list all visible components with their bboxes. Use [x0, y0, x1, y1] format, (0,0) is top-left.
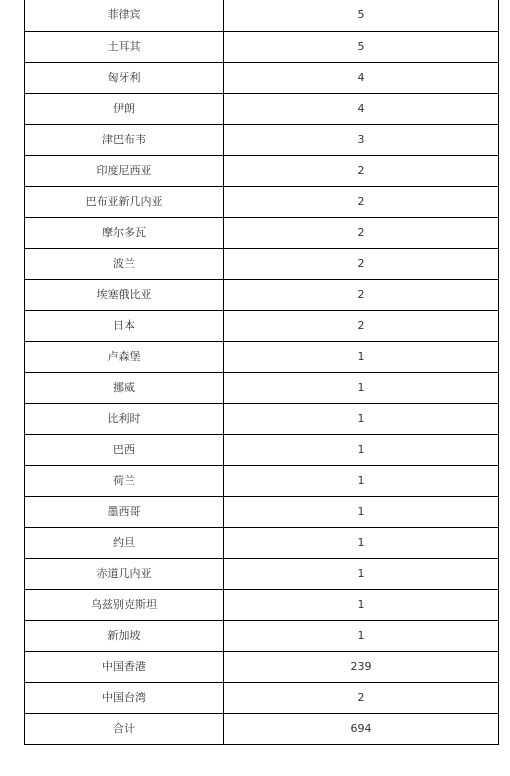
table-row: [25, 527, 499, 558]
count-cell: 1: [224, 620, 499, 651]
count-cell: 2: [224, 279, 499, 310]
table-row: [25, 434, 499, 465]
country-count-table: [24, 0, 499, 745]
count-cell: 1: [224, 589, 499, 620]
table-row: [25, 651, 499, 682]
table-row: [25, 62, 499, 93]
table-row: [25, 155, 499, 186]
table-row: [25, 0, 499, 31]
country-cell: 巴布亚新几内亚: [25, 186, 224, 217]
country-cell: 日本: [25, 310, 224, 341]
table-row: [25, 589, 499, 620]
country-cell: 匈牙利: [25, 62, 224, 93]
count-cell: 1: [224, 341, 499, 372]
country-cell: 比利时: [25, 403, 224, 434]
table-row: [25, 279, 499, 310]
table-row: [25, 496, 499, 527]
country-cell: 卢森堡: [25, 341, 224, 372]
table-row: [25, 682, 499, 713]
total-count-cell: 694: [224, 713, 499, 744]
table-row: [25, 465, 499, 496]
table-row: [25, 31, 499, 62]
count-cell: 2: [224, 310, 499, 341]
country-cell: 中国香港: [25, 651, 224, 682]
country-cell: 新加坡: [25, 620, 224, 651]
count-cell: 2: [224, 186, 499, 217]
count-cell: 2: [224, 682, 499, 713]
table-row: [25, 186, 499, 217]
count-cell: 3: [224, 124, 499, 155]
count-cell: 2: [224, 248, 499, 279]
count-cell: 4: [224, 62, 499, 93]
count-cell: 1: [224, 434, 499, 465]
count-cell: 5: [224, 31, 499, 62]
count-cell: 1: [224, 372, 499, 403]
table-row: [25, 93, 499, 124]
count-cell: 4: [224, 93, 499, 124]
count-cell: 1: [224, 558, 499, 589]
count-cell: 1: [224, 403, 499, 434]
total-label-cell: 合计: [25, 713, 224, 744]
table-row: [25, 217, 499, 248]
table-row: [25, 341, 499, 372]
country-cell: 挪威: [25, 372, 224, 403]
country-cell: 巴西: [25, 434, 224, 465]
count-cell: 2: [224, 217, 499, 248]
count-cell: 1: [224, 527, 499, 558]
country-cell: 乌兹别克斯坦: [25, 589, 224, 620]
table-body: [25, 0, 499, 744]
country-cell: 菲律宾: [25, 0, 224, 31]
count-cell: 5: [224, 0, 499, 31]
country-cell: 土耳其: [25, 31, 224, 62]
country-cell: 津巴布韦: [25, 124, 224, 155]
table-row: [25, 248, 499, 279]
country-cell: 埃塞俄比亚: [25, 279, 224, 310]
table-row: [25, 310, 499, 341]
country-cell: 波兰: [25, 248, 224, 279]
data-table-container: [24, 0, 498, 745]
count-cell: 1: [224, 496, 499, 527]
country-cell: 荷兰: [25, 465, 224, 496]
count-cell: 2: [224, 155, 499, 186]
table-row: [25, 403, 499, 434]
country-cell: 印度尼西亚: [25, 155, 224, 186]
count-cell: 1: [224, 465, 499, 496]
country-cell: 中国台湾: [25, 682, 224, 713]
country-cell: 墨西哥: [25, 496, 224, 527]
country-cell: 赤道几内亚: [25, 558, 224, 589]
total-row: [25, 713, 499, 744]
table-row: [25, 372, 499, 403]
table-row: [25, 124, 499, 155]
country-cell: 约旦: [25, 527, 224, 558]
table-row: [25, 620, 499, 651]
country-cell: 摩尔多瓦: [25, 217, 224, 248]
country-cell: 伊朗: [25, 93, 224, 124]
count-cell: 239: [224, 651, 499, 682]
table-row: [25, 558, 499, 589]
